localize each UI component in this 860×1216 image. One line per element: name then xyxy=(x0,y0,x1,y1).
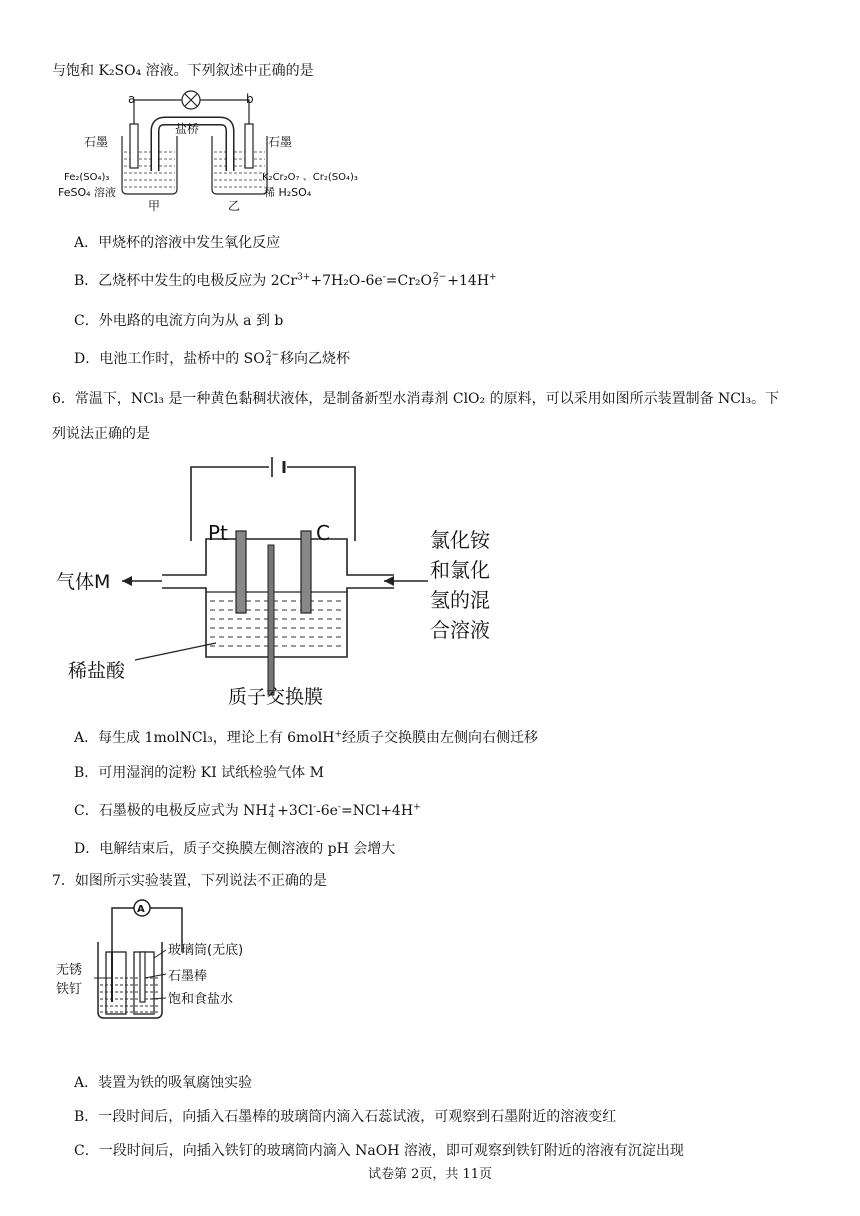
q5-stem: 与饱和 K₂SO₄ 溶液。下列叙述中正确的是 xyxy=(52,63,314,79)
label-right-solution-1: K₂Cr₂O₇ 、Cr₂(SO₄)₃ xyxy=(262,172,358,183)
label-c: C xyxy=(316,521,330,545)
q6-option-d: D．电解结束后，质子交换膜左侧溶液的 pH 会增大 xyxy=(74,841,396,857)
label-right-solution-2: 稀 H₂SO₄ xyxy=(264,186,312,199)
label-a: a xyxy=(128,92,136,106)
q6-option-c: C．石墨极的电极反应式为 NH + 4 +3Cl--6e-=NCl+4H+ xyxy=(74,802,421,820)
label-dilute-hcl: 稀盐酸 xyxy=(68,660,126,682)
q5-option-d: D．电池工作时，盐桥中的 SO 2− 4 移向乙烧杯 xyxy=(74,350,351,368)
label-brine: 饱和食盐水 xyxy=(168,992,234,1007)
label-glass-tube: 玻璃筒(无底) xyxy=(168,943,244,958)
label-feed-3: 氢的混 xyxy=(430,588,490,612)
label-feed-2: 和氯化 xyxy=(430,558,490,582)
q6-option-b: B．可用湿润的淀粉 KI 试纸检验气体 M xyxy=(74,765,324,781)
q5-option-b: B．乙烧杯中发生的电极反应为 $2Cr^{3+}+7H_2O-6e^-=Cr_2O$ 2− 7 +14H+ xyxy=(74,272,497,290)
label-left-solution-2: FeSO₄ 溶液 xyxy=(58,186,117,199)
q7-option-c: C．一段时间后，向插入铁钉的玻璃筒内滴入 NaOH 溶液，即可观察到铁钉附近的溶液有沉淀出现 xyxy=(74,1143,684,1159)
q7-corrosion-diagram xyxy=(52,898,272,1026)
q7-option-b: B．一段时间后，向插入石墨棒的玻璃筒内滴入石蕊试液，可观察到石墨附近的溶液变红 xyxy=(74,1109,617,1125)
label-right-electrode: 石墨 xyxy=(268,135,293,149)
q6-option-a: A．每生成 1molNCl₃，理论上有 6molH+经质子交换膜由左侧向右侧迁移 xyxy=(74,729,538,746)
label-proton-membrane: 质子交换膜 xyxy=(228,686,324,708)
label-graphite-rod: 石墨棒 xyxy=(168,969,208,984)
q7-option-a: A．装置为铁的吸氧腐蚀实验 xyxy=(74,1075,253,1091)
q5-option-c: C．外电路的电流方向为从 a 到 b xyxy=(74,313,284,329)
label-left-electrode: 石墨 xyxy=(84,135,109,149)
label-left-solution-1: Fe₂(SO₄)₃ xyxy=(64,172,110,183)
label-left-beaker: 甲 xyxy=(148,199,161,213)
q5-galvanic-cell-diagram xyxy=(52,86,382,221)
label-right-beaker: 乙 xyxy=(228,199,241,213)
label-b: b xyxy=(246,92,254,106)
page-footer: 试卷第 2页，共 11页 xyxy=(367,1167,493,1182)
label-nail-1: 无锈 xyxy=(56,963,83,978)
label-gas-m: 气体M xyxy=(56,571,111,593)
label-nail-2: 铁钉 xyxy=(56,982,83,997)
q5-option-a: A．甲烧杯的溶液中发生氧化反应 xyxy=(74,235,281,251)
label-pt: Pt xyxy=(208,521,228,545)
q6-electrolysis-diagram xyxy=(50,455,530,715)
q6-stem-line1: 6．常温下，NCl₃ 是一种黄色黏稠状液体，是制备新型水消毒剂 ClO₂ 的原料，可以采用如图所示装置制备 NCl₃。下 xyxy=(52,391,780,407)
q6-stem-line2: 列说法正确的是 xyxy=(52,426,150,442)
label-feed-4: 合溶液 xyxy=(430,618,490,642)
q7-stem: 7．如图所示实验装置，下列说法不正确的是 xyxy=(52,873,327,889)
label-feed-1: 氯化铵 xyxy=(430,528,490,552)
label-ammeter: A xyxy=(137,904,145,915)
label-salt-bridge: 盐桥 xyxy=(175,122,200,136)
